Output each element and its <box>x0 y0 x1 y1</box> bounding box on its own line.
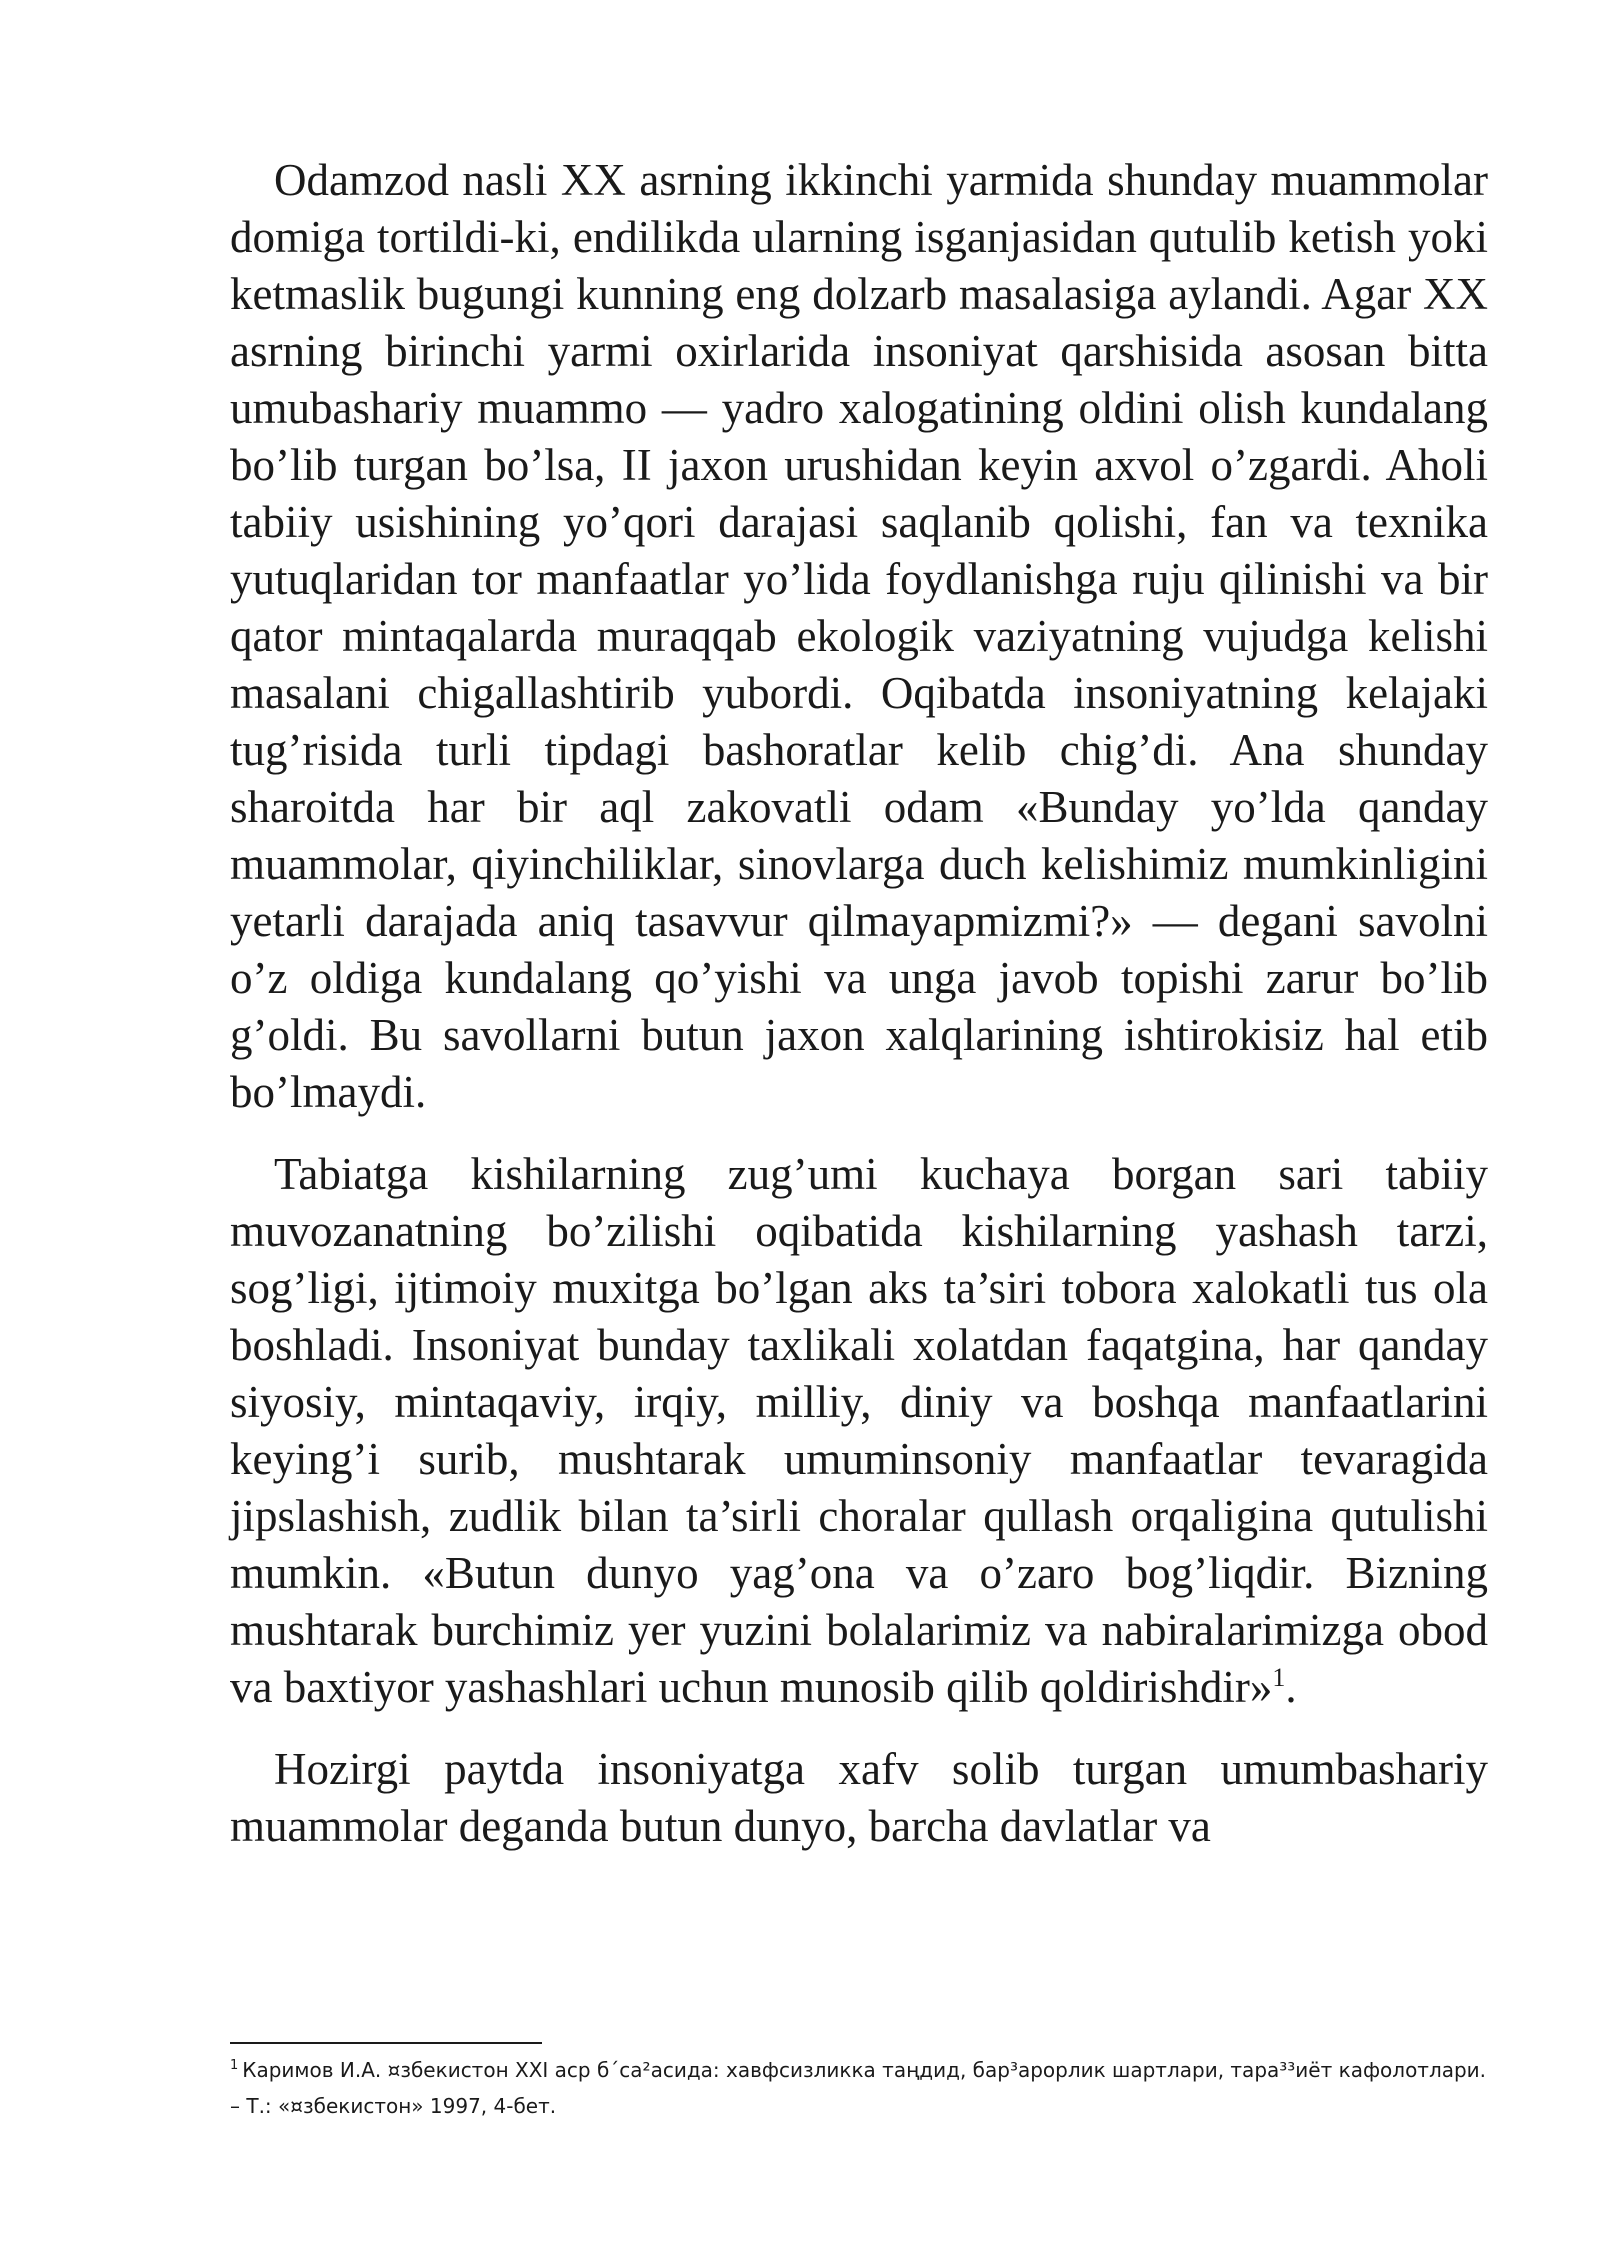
footnote-reference[interactable]: 1 <box>1272 1663 1286 1692</box>
paragraph-3 <box>230 1741 1488 1855</box>
paragraph-1 <box>230 152 1488 1121</box>
paragraph-2 <box>230 1146 1488 1716</box>
paragraph-1-text: Odamzod nasli XX asrning ikkinchi yarmida shunday muammolar domiga tortildi-ki, endilikda ularning isganjasidan qutulib ketish yoki ketmaslik bugungi kunning eng dolzarb masalasiga aylandi. Agar XX asrning birinchi yarmi oxirlarida insoniyat qarshisida asosan bitta umubashariy muammo — yadro xalogatining oldini olish kundalang bo’lib turgan bo’lsa, II jaxon urushidan keyin axvol o’zgardi. Aholi tabiiy usishining yo’qori darajasi saqlanib qolishi, fan va texnika yutuqlaridan tor manfaatlar yo’lida foydlanishga ruju qilinishi va bir qator mintaqalarda muraqqab ekologik vaziyatning vujudga kelishi masalani chigallashtirib yubordi. Oqibatda insoniyatning kelajaki tug’risida turli tipdagi bashoratlar kelib chig’di. Ana shunday sharoitda har bir aql zakovatli odam «Bunday yo’lda qanday muammolar, qiyinchiliklar, sinovlarga duch kelishimiz mumkinligini yetarli darajada aniq tasavvur qilmayapmizmi?» — degani savolni o’z oldiga kundalang qo’yishi va unga javob topishi zarur bo’lib g’oldi. Bu savollarni butun jaxon xalqlarining ishtirokisiz hal etib bo’lmaydi. <box>230 155 1488 1117</box>
body-text <box>230 152 1488 1880</box>
footnote <box>230 2052 1488 2124</box>
paragraph-3-text: Hozirgi paytda insoniyatga xafv solib turgan umumbashariy muammolar deganda butun dunyo, barcha davlatlar va <box>230 1744 1488 1851</box>
paragraph-2-text: Tabiatga kishilarning zug’umi kuchaya borgan sari tabiiy muvozanatning bo’zilishi oqibatida kishilarning yashash tarzi, sog’ligi, ijtimoiy muxitga bo’lgan aks ta’siri tobora xalokatli tus ola boshladi. Insoniyat bunday taxlikali xolatdan faqatgina, har qanday siyosiy, mintaqaviy, irqiy, milliy, diniy va boshqa manfaatlarini keying’i surib, mushtarak umuminsoniy manfaatlar tevaragida jipslashish, zudlik bilan ta’sirli choralar qullash orqaligina qutulishi mumkin. «Butun dunyo yag’ona va o’zaro bog’liqdir. Bizning mushtarak burchimiz yer yuzini bolalarimiz va nabiralarimizga obod va baxtiyor yashashlari uchun munosib qilib qoldirishdir» <box>230 1149 1488 1712</box>
footnote-number: 1 <box>230 2058 239 2074</box>
footnote-separator <box>230 2042 542 2044</box>
footnote-text: Каримов И.А. ¤збекистон XXI аср б´са²асида: хавфсизликка таңдид, бар³арорлик шартлари, тара³³иёт кафолотлари. – Т.: «¤збекистон» 1997, 4-бет. <box>230 2058 1487 2118</box>
paragraph-2-tail: . <box>1285 1662 1297 1712</box>
